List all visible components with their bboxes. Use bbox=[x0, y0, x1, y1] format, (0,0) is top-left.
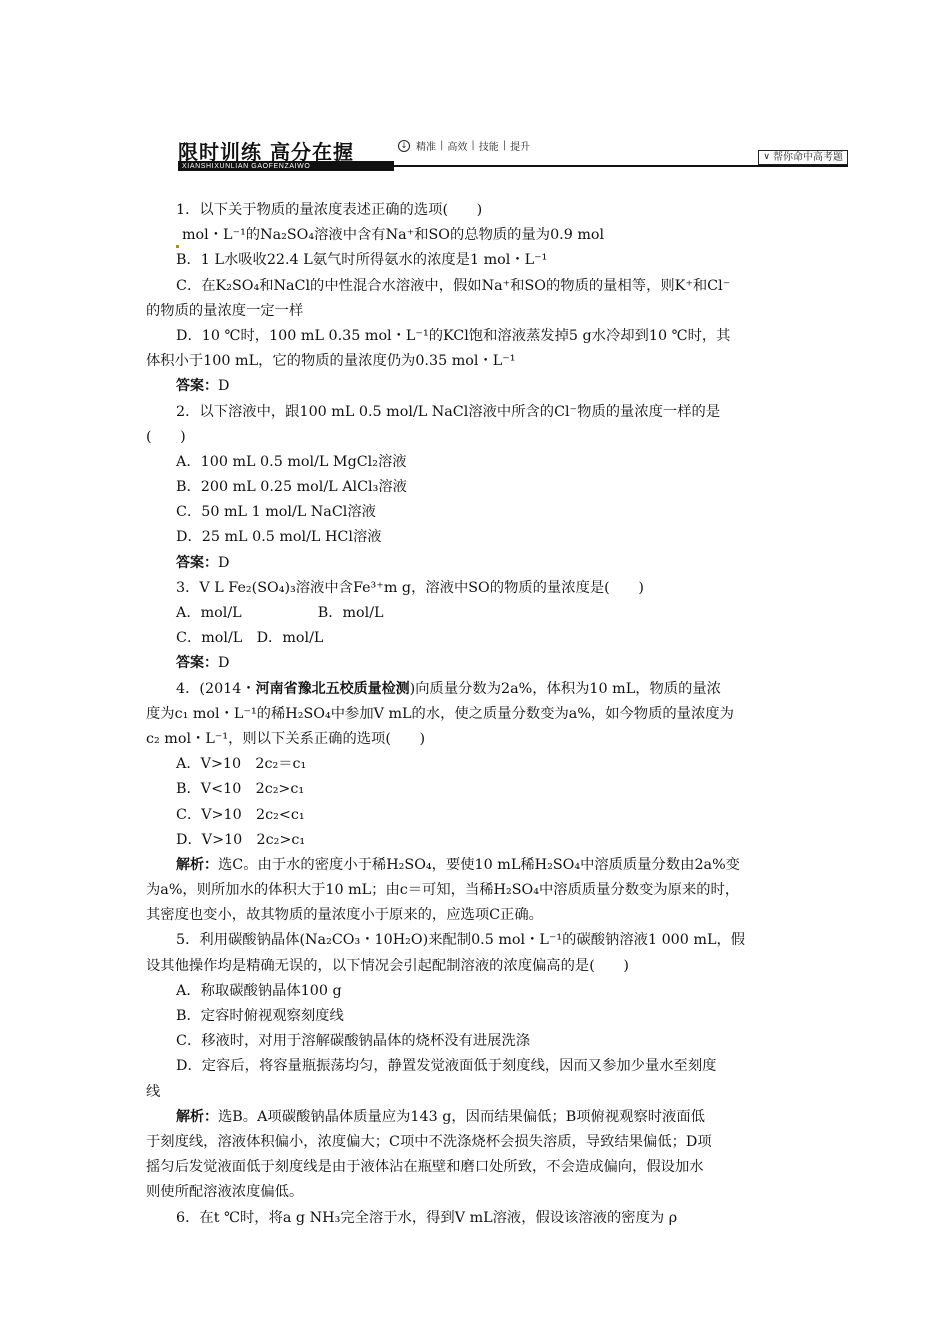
option-d-cont: 体积小于100 mL，它的物质的量浓度仍为0.35 mol・L⁻¹ bbox=[146, 353, 516, 370]
analysis-cont: 于刻度线，溶液体积偏小，浓度偏大；C项中不洗涤烧杯会损失溶质，导致结果偏低；D项 bbox=[146, 1133, 712, 1150]
header-tag: 技能 bbox=[478, 142, 499, 153]
analysis-text: 选B。A项碳酸钠晶体质量应为143 g，因而结果偏低；B项俯视观察时液面低 bbox=[218, 1108, 705, 1125]
question-stem: 6．在t ℃时，将a g NH₃完全溶于水，得到V mL溶液，假设该溶液的密度为 ρ bbox=[176, 1209, 678, 1226]
option-c: C．移液时，对用于溶解碳酸钠晶体的烧杯没有进展洗涤 bbox=[176, 1033, 531, 1050]
answer-value: D bbox=[218, 554, 230, 571]
question-stem-cont: ( ) bbox=[146, 428, 186, 445]
tag-divider: | bbox=[471, 140, 475, 151]
analysis bbox=[146, 853, 806, 878]
answer-value: D bbox=[218, 655, 230, 672]
answer-label: 答案： bbox=[176, 554, 218, 571]
analysis-label: 解析： bbox=[176, 1108, 218, 1125]
question-stem: 5．利用碳酸钠晶体(Na₂CO₃・10H₂O)来配制0.5 mol・L⁻¹的碳酸钠溶液1 000 mL，假 bbox=[176, 932, 746, 949]
option-a bbox=[146, 223, 806, 248]
header-title: 限时训练 高分在握 bbox=[178, 140, 354, 164]
option-d-cont: 线 bbox=[146, 1083, 161, 1100]
question-stem-cont: 度为c₁ mol・L⁻¹的稀H₂SO₄中参加V mL的水，使之质量分数变为a%，如今物质的量浓度为 bbox=[146, 705, 734, 722]
question-list bbox=[146, 198, 806, 1231]
answer bbox=[146, 374, 806, 399]
option-b: B．200 mL 0.25 mol/L AlCl₃溶液 bbox=[176, 479, 407, 496]
analysis bbox=[146, 1105, 806, 1130]
question-stem: 2．以下溶液中，跟100 mL 0.5 mol/L NaCl溶液中所含的Cl⁻物质的量浓度一样的是 bbox=[176, 403, 721, 420]
question-stem bbox=[146, 677, 806, 702]
options-cd: C．mol/L D．mol/L bbox=[176, 630, 324, 647]
tag-divider: | bbox=[502, 140, 507, 151]
option-a: A．V>10 2c₂＝c₁ bbox=[176, 756, 307, 773]
question-stem: 1．以下关于物质的量浓度表述正确的选项( ) bbox=[176, 202, 483, 218]
tag-divider: | bbox=[440, 140, 444, 151]
header-pinyin: XIANSHIXUNLIAN GAOFENZAIWO bbox=[182, 163, 311, 170]
header-tag: 精准 bbox=[416, 142, 436, 153]
option-d: D．V>10 2c₂>c₁ bbox=[176, 831, 306, 848]
answer bbox=[146, 551, 806, 576]
question-stem-cont: 设其他操作均是精确无误的，以下情况会引起配制溶液的浓度偏高的是( ) bbox=[146, 957, 629, 974]
analysis-cont: 为a%，则所加水的体积大于10 mL；由c＝可知，当稀H₂SO₄中溶质质量分数变为原来的时， bbox=[146, 882, 740, 899]
answer-label: 答案： bbox=[176, 378, 218, 395]
download-circle-icon: ↓ bbox=[398, 140, 410, 152]
option-b: B．1 L水吸收22.4 L氨气时所得氨水的浓度是1 mol・L⁻¹ bbox=[176, 252, 548, 269]
option-c: C．V>10 2c₂<c₁ bbox=[176, 806, 305, 823]
option-text: mol・L⁻¹的Na₂SO₄溶液中含有Na⁺和SO的总物质的量为0.9 mol bbox=[182, 227, 605, 244]
option-a: A．称取碳酸钠晶体100 g bbox=[176, 982, 342, 999]
option-c: C．在K₂SO₄和NaCl的中性混合水溶液中，假如Na⁺和SO的物质的量相等，则K⁺和Cl⁻ bbox=[176, 277, 731, 294]
option-a: A．100 mL 0.5 mol/L MgCl₂溶液 bbox=[176, 453, 407, 470]
header-tag: 高效 bbox=[447, 142, 468, 153]
header-tags bbox=[398, 138, 532, 153]
option-b: B．V<10 2c₂>c₁ bbox=[176, 781, 305, 798]
question-stem-cont: c₂ mol・L⁻¹，则以下关系正确的选项( ) bbox=[146, 730, 426, 747]
section-header bbox=[178, 136, 848, 172]
option-c: C．50 mL 1 mol/L NaCl溶液 bbox=[176, 504, 376, 521]
exam-tip-label: 帮你命中高考题 bbox=[773, 152, 843, 163]
question-source: 河南省豫北五校质量检测 bbox=[255, 680, 410, 697]
analysis-text: 选C。由于水的密度小于稀H₂SO₄，要使10 mL稀H₂SO₄中溶质质量分数由2a%变 bbox=[218, 856, 740, 873]
analysis-label: 解析： bbox=[176, 856, 218, 873]
question-stem: 3．V L Fe₂(SO₄)₃溶液中含Fe³⁺m g，溶液中SO的物质的量浓度是( ) bbox=[176, 579, 644, 596]
option-d: D．10 ℃时，100 mL 0.35 mol・L⁻¹的KCl饱和溶液蒸发掉5 g水冷却到10 ℃时，其 bbox=[176, 327, 731, 344]
header-rule bbox=[394, 165, 848, 167]
header-tag: 提升 bbox=[510, 142, 531, 153]
analysis-cont: 其密度也变小，故其物质的量浓度小于原来的，应选项C正确。 bbox=[146, 907, 543, 924]
analysis-cont: 摇匀后发觉液面低于刻度线是由于液体沾在瓶壁和磨口处所致，不会造成偏向，假设加水 bbox=[146, 1159, 704, 1176]
question-number: 4．(2014・ bbox=[176, 680, 256, 697]
answer bbox=[146, 651, 806, 676]
option-d: D．25 mL 0.5 mol/L HCl溶液 bbox=[176, 529, 382, 546]
chevron-down-icon: ∨ bbox=[763, 152, 770, 162]
option-d: D．定容后，将容量瓶振荡均匀，静置发觉液面低于刻度线，因而又参加少量水至刻度 bbox=[176, 1058, 717, 1075]
exam-tip-button[interactable] bbox=[758, 150, 848, 165]
option-b: B．定容时俯视观察刻度线 bbox=[176, 1008, 344, 1024]
answer-value: D bbox=[218, 378, 230, 395]
option-c-cont: 的物质的量浓度一定一样 bbox=[146, 302, 304, 319]
options-ab: A．mol/L B．mol/L bbox=[176, 605, 384, 621]
question-stem-text: )向质量分数为2a%，体积为10 mL，物质的量浓 bbox=[409, 680, 721, 697]
analysis-cont: 则使所配溶液浓度偏低。 bbox=[146, 1184, 304, 1201]
answer-label: 答案： bbox=[176, 655, 218, 672]
